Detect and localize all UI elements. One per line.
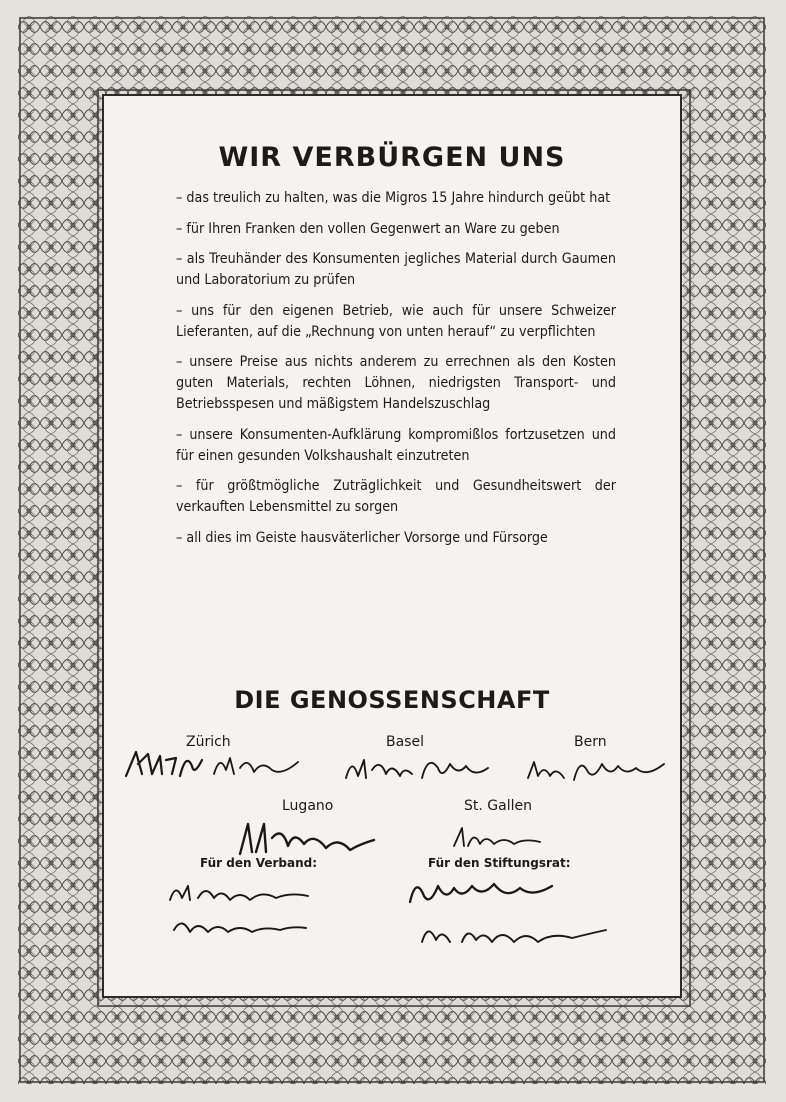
pledge-item: – unsere Konsumenten-Aufklärung kompromißlos fortzusetzen und für einen gesunden Volkshaushalt einzutreten bbox=[176, 426, 616, 464]
city-label-st-gallen: St. Gallen bbox=[464, 798, 532, 814]
pledge-item: – uns für den eigenen Betrieb, wie auch für unsere Schweizer Lieferanten, auf die „Rechnung von unten herauf“ zu verpflichten bbox=[176, 302, 616, 340]
city-label-basel: Basel bbox=[386, 734, 424, 750]
pledge-item: – all dies im Geiste hausväterlicher Vorsorge und Fürsorge bbox=[176, 529, 548, 546]
city-label-zurich: Zürich bbox=[186, 734, 231, 750]
city-label-bern: Bern bbox=[574, 734, 607, 750]
pledge-list bbox=[176, 188, 616, 558]
signature-stiftungsrat bbox=[402, 872, 622, 952]
city-label-lugano: Lugano bbox=[282, 798, 334, 814]
document-title: WIR VERBÜRGEN UNS bbox=[218, 142, 566, 173]
signature-bern bbox=[524, 752, 674, 786]
cooperative-heading: DIE GENOSSENSCHAFT bbox=[234, 686, 550, 714]
signature-lugano bbox=[234, 818, 384, 860]
text-panel bbox=[104, 96, 680, 996]
pledge-item: – für Ihren Franken den vollen Gegenwert an Ware zu geben bbox=[176, 220, 560, 237]
pledge-item: – unsere Preise aus nichts anderem zu errechnen als den Kosten guten Materials, rechten Löhnen, niedrigsten Transport- und Betriebsspesen und mäßigstem Handelszuschlag bbox=[176, 354, 616, 412]
pledge-item: – das treulich zu halten, was die Migros 15 Jahre hindurch geübt hat bbox=[176, 190, 611, 206]
signature-zurich bbox=[122, 746, 322, 786]
signature-verband bbox=[164, 876, 324, 946]
signature-basel bbox=[342, 750, 502, 786]
role-label-stiftungsrat: Für den Stiftungsrat: bbox=[428, 856, 571, 870]
role-label-verband: Für den Verband: bbox=[200, 856, 317, 870]
signature-st-gallen bbox=[450, 822, 560, 852]
pledge-item: – für größtmögliche Zuträglichkeit und Gesundheitswert der verkauften Lebensmittel zu sorgen bbox=[176, 478, 616, 515]
pledge-item: – als Treuhänder des Konsumenten jegliches Material durch Gaumen und Laboratorium zu prüfen bbox=[176, 251, 616, 288]
